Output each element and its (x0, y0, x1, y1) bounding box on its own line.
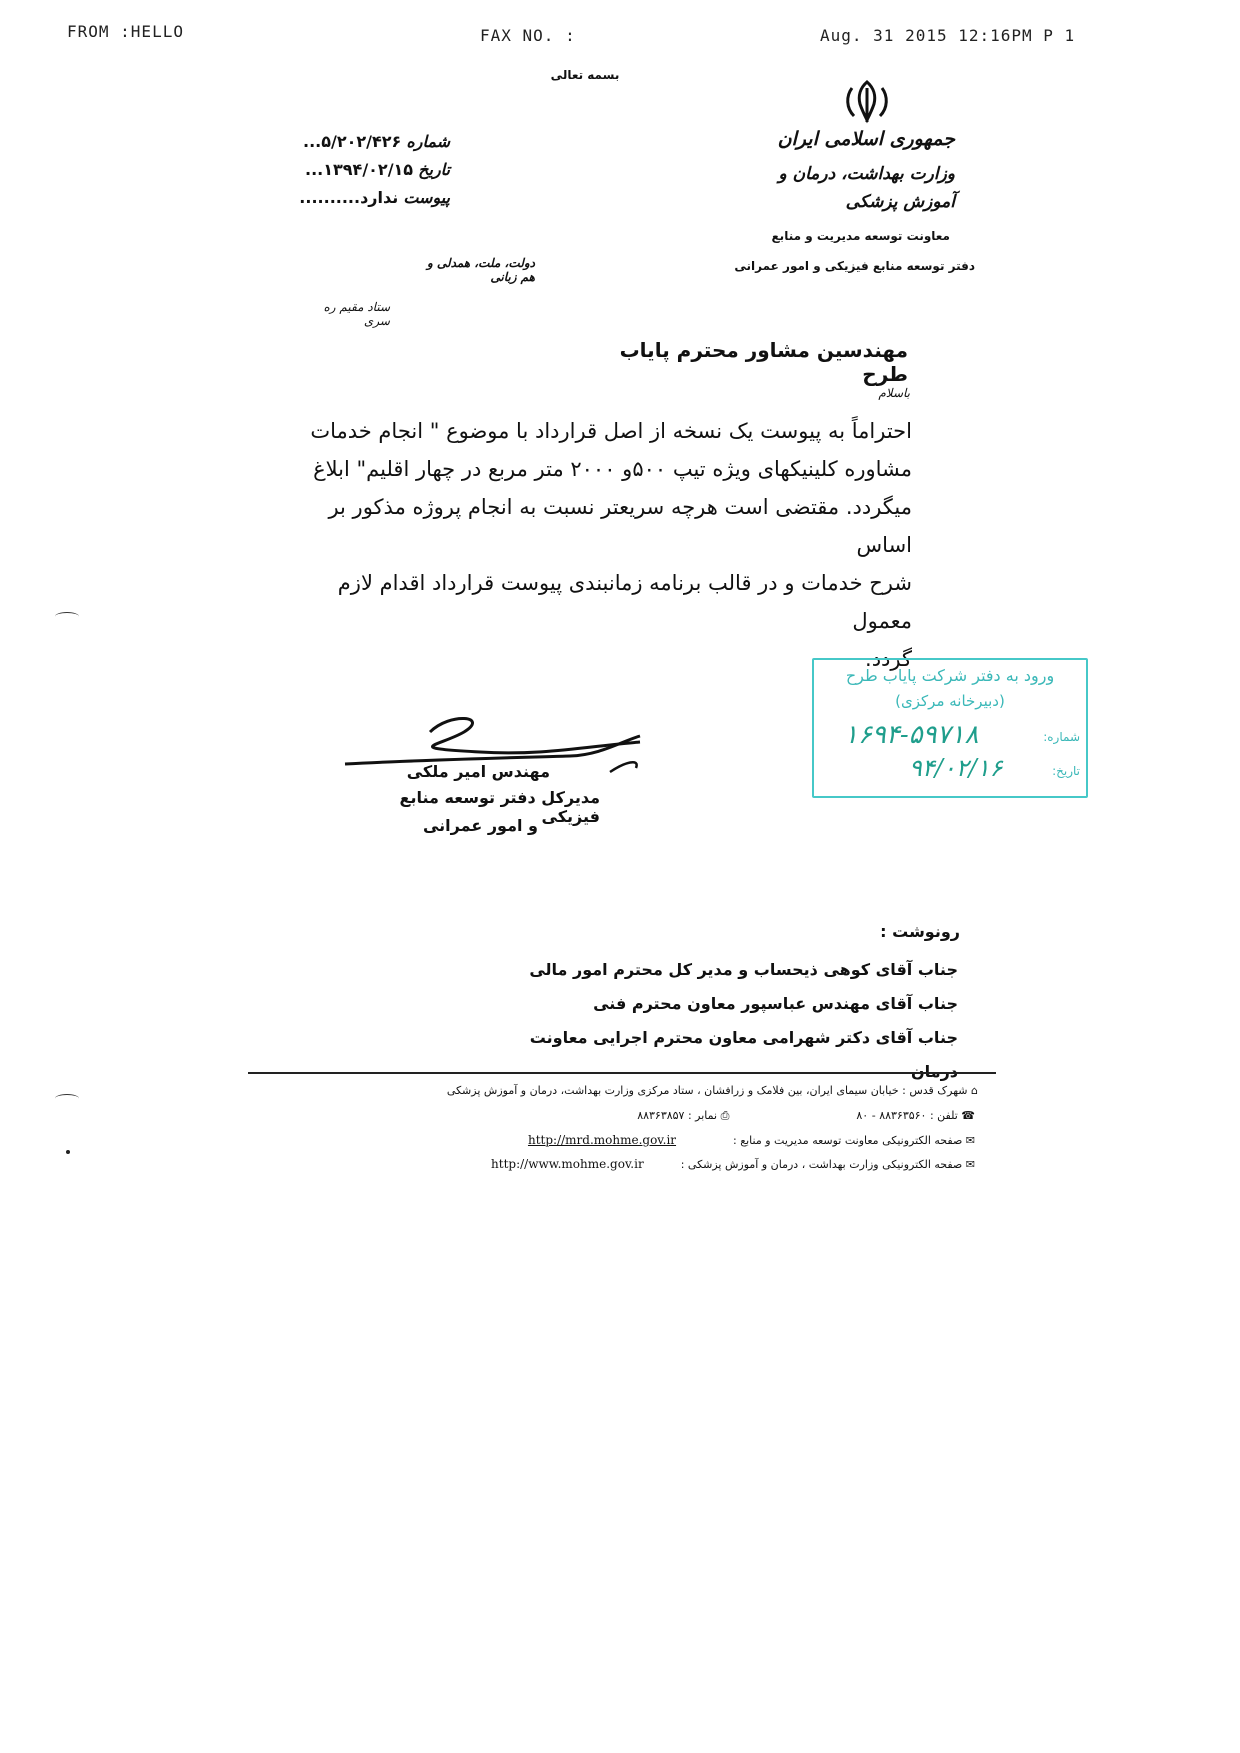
fax-number: FAX NO. : (480, 26, 576, 45)
phone-label: تلفن : (929, 1109, 958, 1122)
letterhead-ministry: وزارت بهداشت، درمان و آموزش پزشکی (778, 164, 955, 212)
basmala: بسمه تعالی (550, 68, 620, 82)
web2-link[interactable]: http://www.mohme.gov.ir (491, 1157, 644, 1171)
greeting: باسلام (878, 386, 910, 400)
cc-line: جناب آقای مهندس عباسپور معاون محترم فنی (593, 994, 958, 1013)
footer-web2 (450, 1157, 975, 1171)
letterhead-office: دفتر توسعه منابع فیزیکی و امور عمرانی (734, 259, 975, 273)
signer-title-line1: مدیرکل دفتر توسعه منابع فیزیکی (399, 788, 600, 826)
body-line: میگردد. مقتضی است هرچه سریعتر نسبت به انجام پروژه مذکور بر اساس (328, 495, 912, 557)
footer-address (400, 1084, 978, 1097)
scan-mark (66, 1150, 70, 1154)
phone-icon: ☎ (961, 1109, 975, 1122)
reference-block (280, 128, 450, 212)
cc-heading: رونوشت : (880, 922, 960, 941)
signer-name: مهندس امیر ملکی (406, 762, 550, 781)
fax-from: FROM :HELLO (67, 22, 184, 41)
stamp-date-value: ۹۴/۰۲/۱۶ (909, 754, 1003, 782)
reference-number-row (280, 128, 450, 156)
reference-date-row (280, 156, 450, 184)
cc-line: جناب آقای دکتر شهرامی معاون محترم اجرایی معاونت درمان (529, 1028, 958, 1081)
body-line: شرح خدمات و در قالب برنامه زمانبندی پیوست قرارداد اقدام لازم معمول (337, 571, 912, 633)
footer-web1 (490, 1133, 975, 1147)
handwritten-note: ستاد مقیم ره سری (323, 300, 390, 328)
fax-datetime: Aug. 31 2015 12:16PM P 1 (820, 26, 1076, 45)
footer-divider (248, 1072, 996, 1074)
reference-number-value: ۵/۲۰۲/۴۲۶... (302, 132, 402, 151)
phone-value: ۸۸۳۶۳۵۶۰ - ۸۰ (856, 1109, 927, 1122)
reference-attachment-row (280, 184, 450, 212)
signer-title-line2: و امور عمرانی (422, 816, 538, 835)
fax-value: ۸۸۳۶۳۸۵۷ (637, 1109, 685, 1122)
body-line: گردد. (865, 647, 912, 671)
scan-mark (55, 612, 79, 621)
letterhead-deputy: معاونت توسعه مدیریت و منابع (771, 229, 950, 243)
building-icon: ⌂ (971, 1084, 978, 1097)
footer-contacts (480, 1109, 975, 1123)
body-paragraph (288, 412, 912, 678)
reference-attachment-label: پیوست (403, 188, 450, 207)
stamp-number-value: ۱۶۹۴-۵۹۷۱۸ (844, 720, 979, 750)
stamp-title: ورود به دفتر شرکت پایاب طرح (845, 666, 1055, 685)
stamp-date-label: تاریخ: (1052, 764, 1080, 778)
cc-list (520, 953, 958, 1089)
stamp-number-label: شماره: (1043, 730, 1080, 744)
mail-icon: ✉ (965, 1158, 975, 1171)
iran-emblem-icon (842, 78, 892, 124)
body-line: احتراماً به پیوست یک نسخه از اصل قرارداد با موضوع " انجام خدمات (310, 419, 912, 443)
web1-link[interactable]: http://mrd.mohme.gov.ir (527, 1133, 677, 1147)
footer-address-text: شهرک قدس : خیابان سیمای ایران، بین فلامک و زرافشان ، ستاد مرکزی وزارت بهداشت، درمان و آموزش پزشکی (446, 1084, 968, 1097)
reference-date-label: تاریخ (418, 160, 450, 179)
web1-label: صفحه الکترونیکی معاونت توسعه مدیریت و منابع : (733, 1134, 963, 1147)
letterhead-country: جمهوری اسلامی ایران (777, 128, 955, 150)
incoming-stamp (812, 658, 1088, 798)
cc-line: جناب آقای کوهی ذیحساب و مدیر کل محترم امور مالی (529, 960, 958, 979)
web2-label: صفحه الکترونیکی وزارت بهداشت ، درمان و آموزش پزشکی : (680, 1158, 963, 1171)
reference-attachment-value: ندارد.......... (299, 188, 399, 207)
reference-number-label: شماره (406, 132, 450, 151)
fax-icon: ⎙ (720, 1109, 730, 1122)
mail-icon: ✉ (965, 1134, 975, 1147)
scan-mark (55, 1094, 79, 1103)
addressee: مهندسین مشاور محترم پایاب طرح (619, 338, 908, 386)
motto: دولت، ملت، همدلی و هم زبانی (426, 256, 535, 284)
reference-date-value: ۱۳۹۴/۰۲/۱۵... (305, 160, 414, 179)
stamp-subtitle: (دبیرخانه مرکزی) (895, 692, 1005, 710)
body-line: مشاوره کلینیکهای ویژه تیپ ۵۰۰و ۲۰۰۰ متر مربع در چهار اقلیم" ابلاغ (313, 457, 912, 481)
fax-label: نمابر : (687, 1109, 718, 1122)
